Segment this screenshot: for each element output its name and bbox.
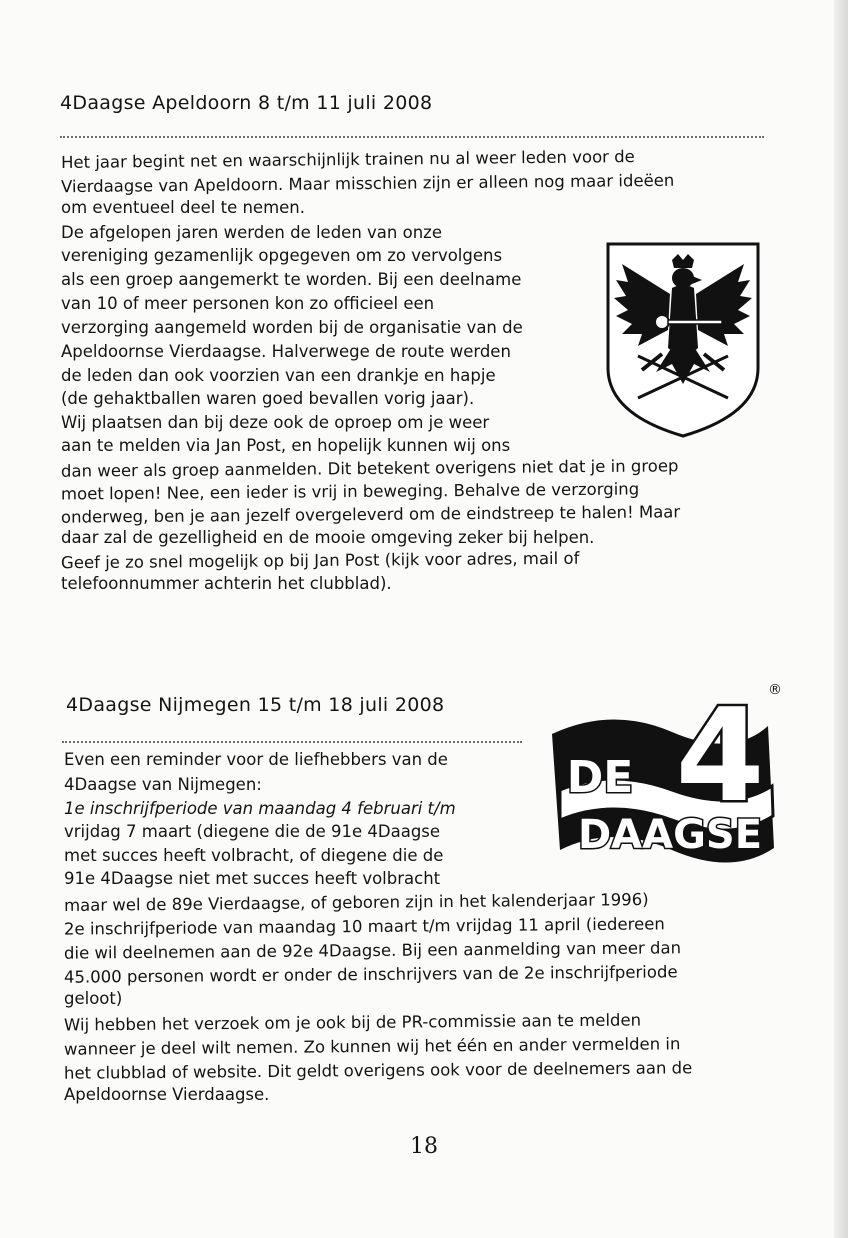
body-line: verzorging aangemeld worden bij de organisatie van de [61,318,523,337]
body-line: Wij plaatsen dan bij deze ook de oproep om je weer [61,413,490,432]
body-line: daar zal de gezelligheid en de mooie omgeving zeker bij helpen. [61,528,595,547]
body-line: Wij hebben het verzoek om je ook bij de PR-commissie aan te melden [63,1010,642,1035]
page-number: 18 [410,1134,438,1159]
body-line: wanneer je deel wilt nemen. Zo kunnen wij het één en ander vermelden in [63,1034,681,1059]
body-line: dan weer als groep aanmelden. Dit betekent overigens niet dat je in groep [60,456,679,481]
body-line: aan te melden via Jan Post, en hopelijk kunnen wij ons [61,436,511,455]
body-line: (de gehaktballen waren goed bevallen vorig jaar). [61,389,475,408]
body-line: met succes heeft volbracht, of diegene die de [64,846,444,865]
body-line: Geef je zo snel mogelijk op bij Jan Post (kijk voor adres, mail of [60,548,580,573]
body-line: als een groep aangemerkt te worden. Bij een deelname [61,270,522,289]
body-line: het clubblad of website. Dit geldt overigens ook voor de deelnemers aan de [63,1058,693,1083]
body-line: Het jaar begint net en waarschijnlijk trainen nu al weer leden voor de [60,146,635,173]
body-line: vrijdag 7 maart (diegene die de 91e 4Daagse [64,822,441,841]
logo-numeral: 4 [675,682,765,831]
body-line: moet lopen! Nee, een ieder is vrij in beweging. Behalve de verzorging [60,479,640,504]
de-4daagse-logo [542,680,784,880]
page-edge-shadow [834,0,848,1238]
registered-mark: ® [768,682,782,698]
section-title-nijmegen: 4Daagse Nijmegen 15 t/m 18 juli 2008 [66,694,445,716]
body-line: vereniging gezamenlijk opgegeven om zo vervolgens [61,246,503,265]
section-divider-apeldoorn [60,136,764,138]
body-line: die wil deelnemen aan de 92e 4Daagse. Bij een aanmelding van meer dan [63,938,682,963]
eagle-coat-of-arms-icon [602,238,764,438]
body-line: Even een reminder voor de liefhebbers van de [64,750,448,769]
body-line: 4Daagse van Nijmegen: [64,775,262,794]
logo-word-bottom: DAAGSE [577,812,763,858]
body-line: de leden dan ook voorzien van een drankje en hapje [61,366,496,385]
body-line: om eventueel deel te nemen. [61,198,306,217]
logo-word-top: DE [566,752,634,803]
body-line: Vierdaagse van Apeldoorn. Maar misschien zijn er alleen nog maar ideëen [60,170,675,197]
body-line: telefoonnummer achterin het clubblad). [61,574,392,593]
body-line: Apeldoornse Vierdaagse. [64,1085,270,1104]
body-line: Apeldoornse Vierdaagse. Halverwege de route werden [61,342,511,361]
body-line: 2e inschrijfperiode van maandag 10 maart t/m vrijdag 11 april (iedereen [63,914,665,939]
section-title-apeldoorn: 4Daagse Apeldoorn 8 t/m 11 juli 2008 [60,92,433,114]
section-divider-nijmegen [62,741,522,743]
body-line: van 10 of meer personen kon zo officieel een [61,294,435,313]
body-line: onderweg, ben je aan jezelf overgeleverd om de eindstreep te halen! Maar [60,502,681,527]
body-line: De afgelopen jaren werden de leden van onze [61,223,442,242]
body-line: maar wel de 89e Vierdaagse, of geboren zijn in het kalenderjaar 1996) [63,889,649,916]
body-line: geloot) [64,989,123,1008]
body-line: 45.000 personen wordt er onder de inschrijvers van de 2e inschrijfperiode [63,962,678,987]
body-line: 91e 4Daagse niet met succes heeft volbracht [64,869,441,888]
body-line-italic: 1e inschrijfperiode van maandag 4 februari t/m [64,799,456,818]
